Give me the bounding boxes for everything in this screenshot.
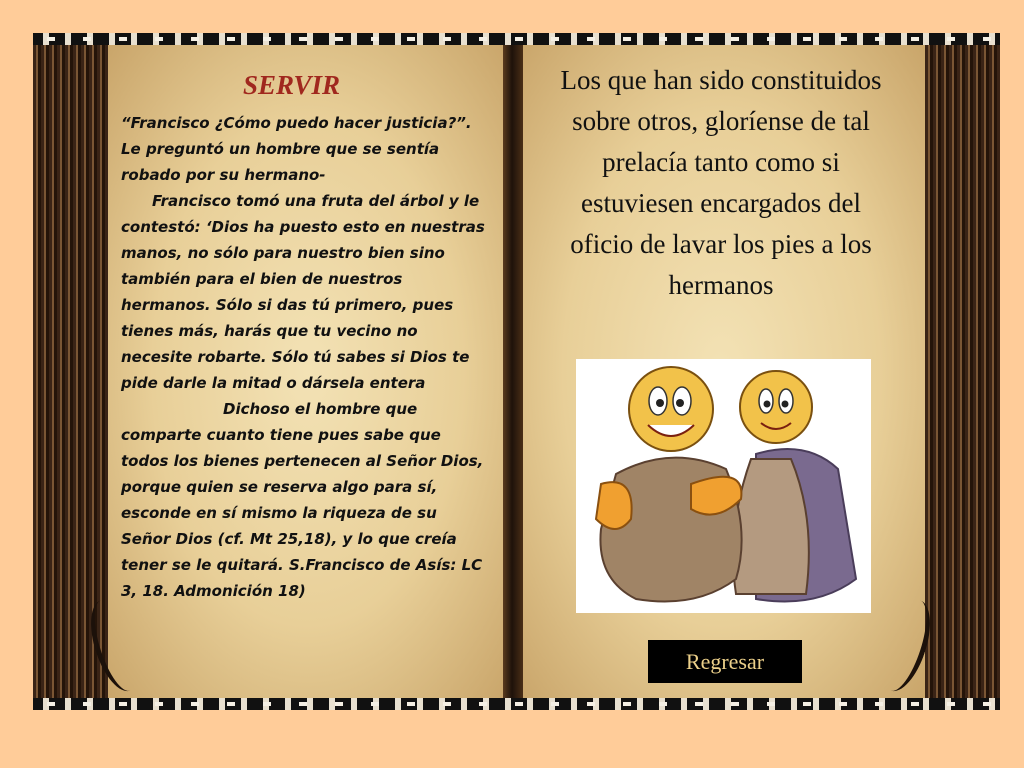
right-book-edge [925,45,1000,698]
quote-text: Los que han sido constituidos sobre otros, gloríense de tal prelacía tanto como si estuviesen encargados del oficio de lavar los pies a los hermanos [560,65,882,300]
bottom-border [33,698,1000,710]
friars-sharing-bread-illustration [576,359,871,613]
page-title: SERVIR [243,70,341,100]
book-spine [503,45,523,698]
story-paragraph-2: Francisco tomó una fruta del árbol y le contestó: ‘Dios ha puesto esto en nuestras manos, no sólo para nuestro bien sino también para el bien de nuestros hermanos. Sólo si das tú primero, pues tienes más, harás que tu vecino no necesite robarte. Sólo tú sabes si Dios te pide darle la mitad o dársela entera [121,192,485,392]
regresar-button[interactable]: Regresar [648,640,802,683]
story-text [121,110,489,604]
story-paragraph-1: “Francisco ¿Cómo puedo hacer justicia?”. Le preguntó un hombre que se sentía robado por su hermano- [121,114,472,184]
story-paragraph-3: Dichoso el hombre que comparte cuanto tiene pues sabe que todos los bienes pertenecen al Señor Dios, porque quien se reserva algo para sí, esconde en sí mismo la riqueza de su Señor Dios (cf. Mt 25,18), y lo que creía tener se le quitará. S.Francisco de Asís: LC 3, 18. Admonición 18) [121,400,484,600]
left-book-edge [33,45,108,698]
top-border [33,33,1000,45]
